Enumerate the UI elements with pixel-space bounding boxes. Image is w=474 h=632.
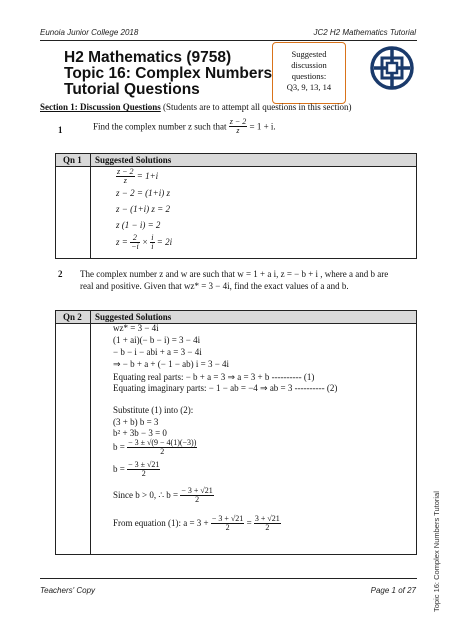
q1-text-before: Find the complex number z such that [93,121,227,132]
header-right: JC2 H2 Mathematics Tutorial [313,28,416,37]
q1-s5-d1: −i [131,242,139,251]
q2-s13-mid: = [246,518,252,528]
q1-step-4: z (1 − i) = 2 [116,220,161,230]
section-heading [40,101,352,113]
q1-step-1 [116,168,158,185]
q2-s12-den: 2 [195,495,200,504]
q2-step-6: Equating imaginary parts: − 1 − ab = −4 ⇒ ab = 3 ---------- (2) [113,383,338,393]
q2-table-divider [90,311,91,554]
section-note: (Students are to attempt all questions in this section) [163,102,352,112]
q2-s12-num: − 3 + √21 [181,486,213,495]
suggested-line-1: Suggested [291,49,327,59]
q2-s10-num: − 3 ± √(9 − 4(1)(−3)) [128,438,197,447]
q1-table-label: Qn 1 [63,155,82,165]
q1-s5-rest: = 2i [156,237,173,247]
q2-s11-pre: b = [113,464,125,474]
q2-step-9: b² + 3b − 3 = 0 [113,428,167,438]
college-crest-icon [370,46,414,90]
q1-table-heading: Suggested Solutions [95,155,172,165]
q1-text-after: = 1 + i. [249,121,276,132]
q2-step-8: (3 + b) b = 3 [113,417,159,427]
q2-s10-den: 2 [160,447,165,456]
q2-solution-table [55,310,417,555]
suggested-line-4: Q3, 9, 13, 14 [286,82,332,92]
q1-s1-num: z − 2 [117,167,134,176]
header-left: Eunoia Junior College 2018 [40,28,139,37]
header-rule [40,40,417,41]
q2-step-4: ⇒ − b + a + (− 1 − ab) i = 3 − 4i [113,359,230,369]
section-title: Section 1: Discussion Questions [40,102,161,112]
question-1-number: 1 [58,125,63,135]
q2-s12-pre: Since b > 0, ∴ b = [113,490,179,500]
footer-rule [40,578,417,579]
question-1-text [93,118,276,135]
q2-table-heading: Suggested Solutions [95,312,172,322]
footer-left: Teachers' Copy [40,586,96,595]
question-2-line-2: real and positive. Given that wz* = 3 − 4i, find the exact values of a and b. [80,281,349,291]
q1-s1-den: z [123,176,127,185]
q2-s13-num: − 3 + √21 [211,514,244,523]
title-line-1: H2 Mathematics (9758) [64,49,232,66]
q2-s13-pre: From equation (1): a = 3 + [113,518,209,528]
q2-s11-den: 2 [141,469,146,478]
question-2-number: 2 [58,269,63,279]
q1-step-5 [116,234,172,251]
q2-step-2: (1 + ai)(− b − i) = 3 − 4i [113,335,201,345]
q1-s5-n1: 2 [130,234,140,243]
suggested-line-2: discussion [291,60,327,70]
suggested-questions-box [272,42,346,104]
q1-frac-num: z − 2 [229,117,247,126]
page-title [64,50,272,98]
q1-table-divider [90,154,91,258]
title-line-2: Topic 16: Complex Numbers [64,65,273,82]
q1-s5-n2: i [151,233,154,242]
q1-solution-table [55,153,417,259]
suggested-line-3: questions: [291,71,327,81]
q2-step-7: Substitute (1) into (2): [113,405,194,415]
q1-s5-d2: i [151,242,154,251]
q2-s10-pre: b = [113,442,125,452]
q2-step-12 [113,487,214,504]
q1-step-3: z − (1+i) z = 2 [116,204,170,214]
q2-table-label: Qn 2 [63,312,82,322]
q1-s1-rest: = 1+i [136,171,159,181]
q2-s13-den2: 2 [265,523,270,532]
footer-right: Page 1 of 27 [370,586,416,595]
q2-step-11 [113,461,160,478]
q2-step-10 [113,439,197,456]
q1-s5-pre: z = [116,237,128,247]
q1-s5-mid: × [141,237,149,247]
q2-step-13 [113,515,281,532]
q1-step-2: z − 2 = (1+i) z [116,188,170,198]
question-2-line-1: The complex number z and w are such that w = 1 + a i, z = − b + i , where a and b are [80,269,389,279]
q2-s13-num2: 3 + √21 [254,514,280,523]
q1-fraction [229,118,248,135]
q2-step-3: − b − i − abi + a = 3 − 4i [113,347,202,357]
q1-frac-den: z [236,126,240,135]
q2-s13-den: 2 [225,523,230,532]
title-line-3: Tutorial Questions [64,81,200,98]
q2-step-1: wz* = 3 − 4i [113,323,159,333]
q2-s11-num: − 3 ± √21 [128,460,160,469]
q2-step-5: Equating real parts: − b + a = 3 ⇒ a = 3 + b ---------- (1) [113,372,315,382]
side-topic-label: Topic 16: Complex Numbers Tutorial [432,491,441,612]
